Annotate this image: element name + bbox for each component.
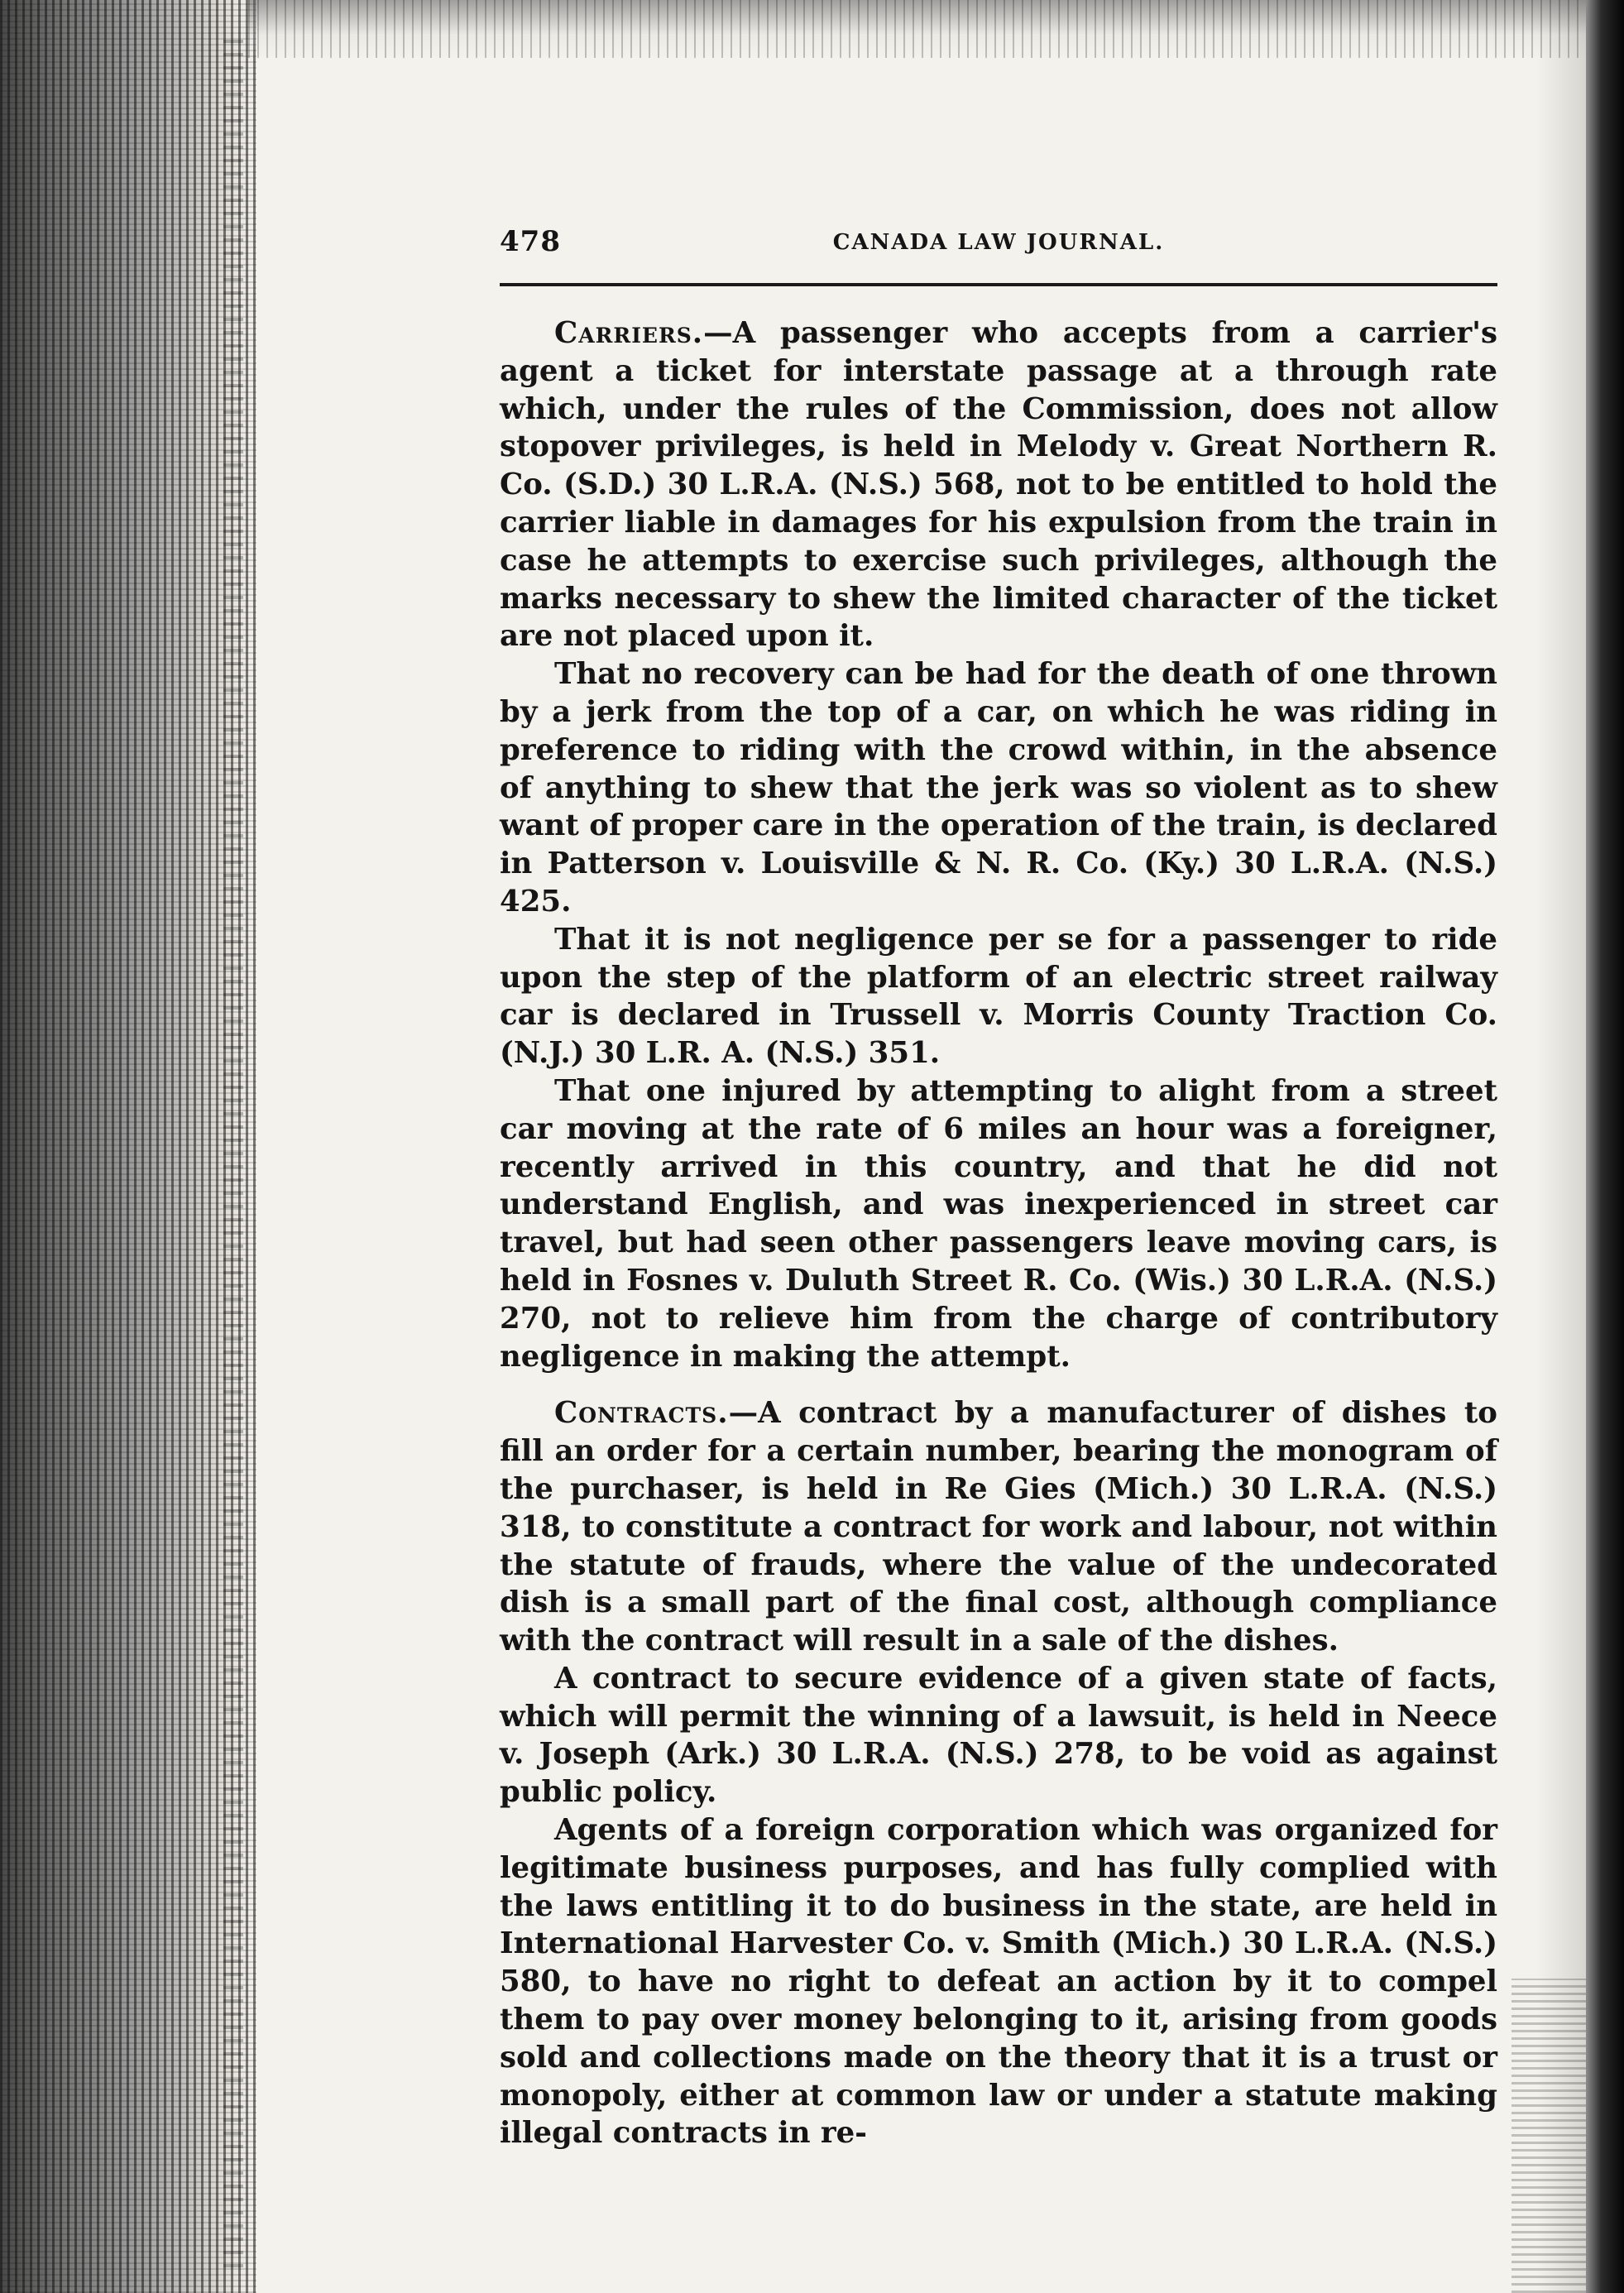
scan-shadow-right [1586, 0, 1624, 2293]
scan-noise-corner [1511, 1979, 1586, 2293]
section-heading-contracts: Contracts. [554, 1396, 729, 1431]
paragraph [500, 1811, 1497, 2152]
page-header [500, 225, 1497, 271]
paragraph [500, 655, 1497, 921]
paragraph-text: That it is not negligence per se for a passenger to ride upon the step of the platform of an electric street railway car is declared in Trussell v. Morris County Traction Co. (N.J.) 30 L.R. A. (N.S.) 351. [500, 922, 1497, 1071]
header-rule [500, 283, 1497, 286]
paragraph-text: —A contract by a manufacturer of dishes to fill an order for a certain number, bearing the monogram of the purchaser, is held in Re Gies (Mich.) 30 L.R.A. (N.S.) 318, to constitute a contract for work and labour, not within the statute of frauds, where the value of the undecorated dish is a small part of the final cost, although compliance with the contract will result in a sale of the dishes. [500, 1396, 1497, 1658]
scan-shadow-left [0, 0, 256, 2293]
scan-shadow-top [248, 0, 1588, 58]
paragraph-carriers [500, 314, 1497, 655]
paragraph [500, 1072, 1497, 1375]
paragraph-text: A contract to secure evidence of a given state of facts, which will permit the winning of a lawsuit, is held in Neece v. Joseph (Ark.) 30 L.R.A. (N.S.) 278, to be void as against public policy. [500, 1661, 1497, 1810]
scan-binding-edge [223, 33, 243, 2267]
paragraph-text: That one injured by attempting to alight from a street car moving at the rate of 6 miles an hour was a foreigner, recently arrived in this country, and that he did not understand English, and was inexperienced in street car travel, but had seen other passengers leave moving cars, is held in Fosnes v. Duluth Street R. Co. (Wis.) 30 L.R.A. (N.S.) 270, not to relieve him from the charge of contributory negligence in making the attempt. [500, 1073, 1497, 1374]
page-number: 478 [500, 225, 561, 258]
paragraph-contracts [500, 1394, 1497, 1660]
section-heading-carriers: Carriers. [554, 316, 704, 350]
paragraph [500, 1660, 1497, 1811]
paragraph-text: —A passenger who accepts from a carrier's agent a ticket for interstate passage at a through rate which, under the rules of the Commission, does not allow stopover privileges, is held in Melody v. Great Northern R. Co. (S.D.) 30 L.R.A. (N.S.) 568, not to be entitled to hold the carrier liable in damages for his expulsion from the train in case he attempts to exercise such privileges, although the marks necessary to shew the limited character of the ticket are not placed upon it. [500, 316, 1497, 654]
body-text [500, 314, 1497, 2152]
paragraph [500, 921, 1497, 1072]
paragraph-text: Agents of a foreign corporation which was organized for legitimate business purposes, and has fully complied with the laws entitling it to do business in the state, are held in International Harvester Co. v. Smith (Mich.) 30 L.R.A. (N.S.) 580, to have no right to defeat an action by it to compel them to pay over money belonging to it, arising from goods sold and collections made on the theory that it is a trust or monopoly, either at common law or under a statute making illegal contracts in re- [500, 1813, 1497, 2151]
paragraph-text: That no recovery can be had for the death of one thrown by a jerk from the top of a car, on which he was riding in preference to riding with the crowd within, in the absence of anything to shew that the jerk was so violent as to shew want of proper care in the operation of the train, is declared in Patterson v. Louisville & N. R. Co. (Ky.) 30 L.R.A. (N.S.) 425. [500, 657, 1497, 919]
running-title: CANADA LAW JOURNAL. [832, 230, 1165, 255]
scan-shadow-right-fade [1536, 0, 1586, 2293]
